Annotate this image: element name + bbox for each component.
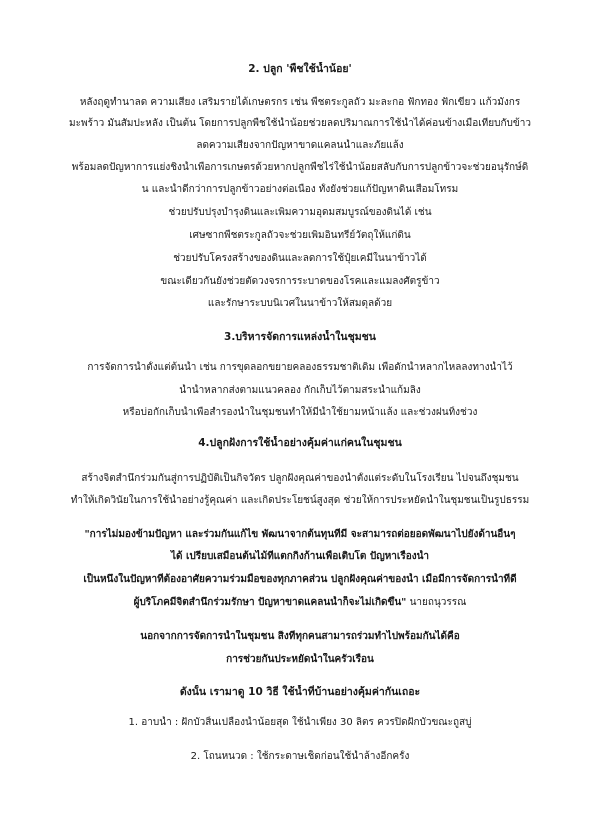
tip-item: 2. โถนหนวด : ใช้กระดาษเช็ดก่อนใช้น้ำล้างอีกครั้ง	[190, 751, 410, 762]
section2-line: ช่วยปรับโครงสร้างของดินและลดการใช้ปุ๋ยเคมีในนาข้าวได้	[173, 253, 427, 264]
closing-line: นอกจากการจัดการน้ำในชุมชน สิ่งที่ทุกคนสามารถร่วมทำไปพร้อมกันได้คือ	[140, 631, 460, 642]
section2-line: ช่วยปรับปรุงบำรุงดินและเพิ่มความอุดมสมบูรณ์ของดินได้ เช่น	[168, 207, 432, 218]
quote-line: เป็นหนึ่งในปัญหาที่ต้องอาศัยความร่วมมือของทุกภาคส่วน ปลูกฝังคุณค่าของน้ำ เมื่อมีการจัดการน้ำที่ดี	[83, 574, 517, 585]
section2-heading: 2. ปลูก 'พืชใช้น้ำน้อย'	[248, 63, 352, 75]
section4-line: ทำให้เกิดวินัยในการใช้น้ำอย่างรู้คุณค่า และเกิดประโยชน์สูงสุด ช่วยให้การประหยัดน้ำในชุมชนเป็นรูปธรรม	[70, 495, 530, 506]
section4-heading: 4.ปลูกฝังการใช้น้ำอย่างคุ้มค่าแก่คนในชุมชน	[198, 437, 402, 449]
section3-line: น้ำน้ำหลากส่งตามแนวคลอง กักเก็บไว้ตามสระน้ำแก้มลิง	[179, 385, 421, 396]
section2-line: ขณะเดียวกันยังช่วยตัดวงจรการระบาดของโรคและแมลงศัตรูข้าว	[160, 276, 440, 287]
quote-last-line	[20, 596, 580, 610]
section4-line: สร้างจิตสำนึกร่วมกันสู่การปฏิบัติเป็นกิจวัตร ปลูกฝังคุณค่าของน้ำตั้งแต่ระดับในโรงเรียน ไปจนถึงชุมชน	[81, 473, 519, 484]
section2-line: มะพร้าว มันสัมปะหลัง เป็นต้น โดยการปลูกพืชใช้น้ำน้อยช่วยลดปริมาณการใช้น้ำได้ค่อนข้างเมื่อเทียบกับข้าว	[69, 118, 531, 129]
tips-heading: ดังนั้น เรามาดู 10 วิธี ใช้น้ำที่บ้านอย่างคุ้มค่ากันเถอะ	[179, 686, 421, 698]
section2-line: ลดความเสี่ยงจากปัญหาขาดแคลนน้ำและภัยแล้ง	[196, 140, 404, 151]
section3-line: หรือบ่อกักเก็บน้ำเพื่อสำรองน้ำในชุมชนทำให้มีน้ำใช้ยามหน้าแล้ง และช่วงฝนทิ้งช่วง	[122, 407, 478, 418]
section3-line: การจัดการน้ำตั้งแต่ต้นน้ำ เช่น การขุดลอกขยายคลองธรรมชาติเดิม เพื่อดักน้ำหลากไหลลงทางน้ำไว้	[87, 362, 513, 373]
section2-line: พร้อมลดปัญหาการแย่งชิงน้ำเพื่อการเกษตรด้วยหากปลูกพืชไร่ใช้น้ำน้อยสลับกับการปลูกข้าวจะช่วยอนุรักษ์ดิ	[71, 162, 529, 173]
section3-heading: 3.บริหารจัดการแหล่งน้ำในชุมชน	[224, 331, 376, 343]
section2-line: เศษซากพืชตระกูลถั่วจะช่วยเพิ่มอินทรีย์วัตถุให้แก่ดิน	[189, 230, 411, 241]
tip-item: 1. อาบน้ำ : ฝักบัวสิ้นเปลืองน้ำน้อยสุด ใช้น้ำเพียง 30 ลิตร ควรปิดฝักบัวขณะถูสบู่	[128, 717, 472, 728]
quote-line: "การไม่มองข้ามปัญหา และร่วมกันแก้ไข พัฒนาจากต้นทุนที่มี จะสามารถต่อยอดพัฒนาไปยังด้านอื่นๆ	[84, 529, 516, 540]
quote-line: ได้ เปรียบเสมือนต้นไม้ที่แตกกิ่งก้านเพื่อเติบโต ปัญหาเรื่องน้ำ	[170, 551, 430, 562]
section2-line: หลังฤดูทำนาลด ความเสี่ยง เสริมรายได้เกษตรกร เช่น พืชตระกูลถั่ว มะละกอ ฟักทอง ฟักเขียว แก้วมังกร	[79, 97, 521, 108]
quote-attribution: นายถนุวรรณ	[409, 597, 467, 608]
quote-line: ผู้บริโภคมีจิตสำนึกร่วมรักษา ปัญหาขาดแคลนน้ำก็จะไม่เกิดขึ้น"	[133, 597, 407, 608]
closing-line: การช่วยกันประหยัดน้ำในครัวเรือน	[226, 654, 374, 665]
section2-line: และรักษาระบบนิเวศในนาข้าวให้สมดุลด้วย	[207, 298, 393, 309]
section2-line: น และน้ำดีกว่าการปลูกข้าวอย่างต่อเนื่อง ทั้งยังช่วยแก้ปัญหาดินเสื่อมโทรม	[141, 184, 459, 195]
